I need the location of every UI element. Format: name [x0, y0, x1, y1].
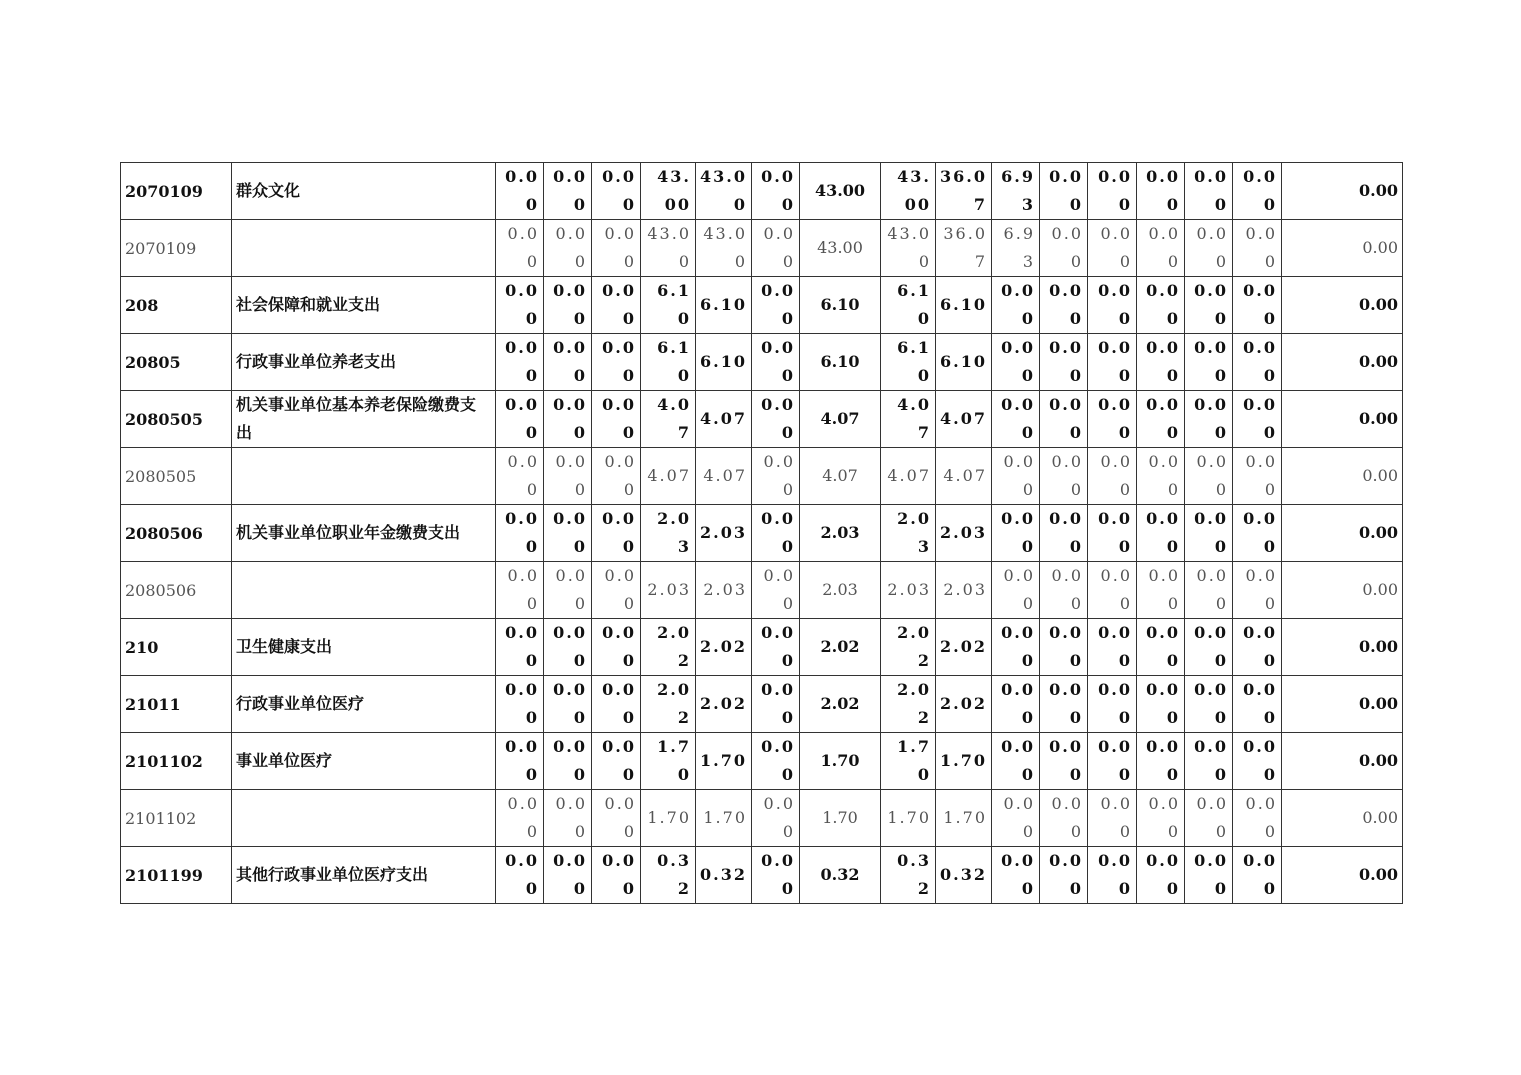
value-cell: 6.10	[696, 277, 752, 334]
value-cell: 0.00	[544, 220, 592, 277]
value-cell: 2.02	[696, 676, 752, 733]
value-cell: 2.03	[800, 505, 881, 562]
table-row	[121, 562, 1403, 619]
value-cell: 0.00	[752, 391, 800, 448]
value-cell: 6.93	[992, 163, 1040, 220]
value-cell: 0.00	[592, 505, 641, 562]
row-code-cell: 2070109	[121, 220, 232, 277]
value-cell: 0.00	[544, 448, 592, 505]
value-cell: 0.00	[1088, 562, 1137, 619]
value-cell: 0.00	[992, 790, 1040, 847]
value-cell: 0.00	[1233, 505, 1282, 562]
value-cell: 0.00	[1040, 790, 1088, 847]
value-cell: 0.00	[544, 277, 592, 334]
value-cell: 1.70	[936, 790, 992, 847]
value-cell: 6.10	[800, 334, 881, 391]
value-cell: 2.03	[641, 505, 696, 562]
row-code-cell: 2070109	[121, 163, 232, 220]
value-cell: 0.00	[1137, 562, 1185, 619]
row-name-cell	[232, 562, 496, 619]
value-cell: 0.00	[592, 790, 641, 847]
value-cell: 0.00	[752, 733, 800, 790]
value-cell: 0.00	[544, 790, 592, 847]
value-cell: 2.03	[881, 505, 936, 562]
value-cell: 0.00	[752, 163, 800, 220]
value-cell: 0.00	[1137, 163, 1185, 220]
row-name-cell	[232, 790, 496, 847]
value-cell: 0.32	[881, 847, 936, 904]
value-cell: 0.00	[992, 391, 1040, 448]
value-cell: 0.00	[496, 619, 544, 676]
value-cell: 6.10	[936, 277, 992, 334]
value-cell: 2.03	[641, 562, 696, 619]
value-cell: 4.07	[800, 448, 881, 505]
value-cell: 2.02	[641, 619, 696, 676]
value-cell: 0.00	[752, 505, 800, 562]
value-cell: 0.32	[800, 847, 881, 904]
value-cell: 0.00	[592, 676, 641, 733]
row-name-cell: 行政事业单位医疗	[232, 676, 496, 733]
row-code-cell: 2101199	[121, 847, 232, 904]
value-cell: 0.00	[1040, 163, 1088, 220]
value-cell: 0.00	[992, 847, 1040, 904]
value-cell: 0.00	[496, 334, 544, 391]
value-cell: 0.00	[752, 277, 800, 334]
value-cell: 0.00	[992, 448, 1040, 505]
value-cell: 0.00	[496, 676, 544, 733]
value-cell: 4.07	[936, 391, 992, 448]
value-cell: 0.00	[1282, 505, 1403, 562]
value-cell: 0.00	[1185, 562, 1233, 619]
value-cell: 0.00	[1282, 733, 1403, 790]
value-cell: 4.07	[881, 391, 936, 448]
table-row	[121, 391, 1403, 448]
row-code-cell: 2080506	[121, 505, 232, 562]
value-cell: 0.00	[992, 505, 1040, 562]
value-cell: 0.00	[1185, 163, 1233, 220]
value-cell: 6.93	[992, 220, 1040, 277]
table-row	[121, 334, 1403, 391]
value-cell: 0.00	[1088, 505, 1137, 562]
table-row	[121, 619, 1403, 676]
value-cell: 0.00	[1137, 676, 1185, 733]
value-cell: 0.00	[1233, 562, 1282, 619]
row-name-cell	[232, 448, 496, 505]
value-cell: 0.00	[1233, 790, 1282, 847]
value-cell: 4.07	[696, 448, 752, 505]
value-cell: 2.03	[881, 562, 936, 619]
table-row	[121, 163, 1403, 220]
value-cell: 0.00	[1282, 163, 1403, 220]
value-cell: 0.00	[1040, 847, 1088, 904]
value-cell: 0.00	[496, 391, 544, 448]
value-cell: 4.07	[641, 391, 696, 448]
value-cell: 0.00	[1137, 448, 1185, 505]
value-cell: 0.00	[1185, 277, 1233, 334]
value-cell: 0.00	[1088, 790, 1137, 847]
value-cell: 0.00	[1185, 619, 1233, 676]
table-row	[121, 676, 1403, 733]
row-name-cell: 事业单位医疗	[232, 733, 496, 790]
value-cell: 36.07	[936, 163, 992, 220]
value-cell: 0.00	[544, 562, 592, 619]
value-cell: 2.02	[936, 619, 992, 676]
value-cell: 2.03	[800, 562, 881, 619]
value-cell: 6.10	[881, 334, 936, 391]
value-cell: 0.00	[1282, 391, 1403, 448]
value-cell: 2.02	[936, 676, 992, 733]
value-cell: 0.00	[1088, 220, 1137, 277]
value-cell: 2.02	[881, 619, 936, 676]
table-row	[121, 847, 1403, 904]
value-cell: 0.00	[1282, 847, 1403, 904]
value-cell: 0.00	[1233, 220, 1282, 277]
value-cell: 0.00	[752, 220, 800, 277]
value-cell: 0.00	[1282, 220, 1403, 277]
table-body	[121, 163, 1403, 904]
value-cell: 0.00	[1233, 334, 1282, 391]
value-cell: 0.00	[496, 220, 544, 277]
value-cell: 0.00	[1088, 676, 1137, 733]
value-cell: 4.07	[641, 448, 696, 505]
value-cell: 0.00	[592, 562, 641, 619]
table-row	[121, 277, 1403, 334]
value-cell: 1.70	[641, 733, 696, 790]
value-cell: 0.00	[752, 790, 800, 847]
value-cell: 0.00	[1040, 277, 1088, 334]
value-cell: 43.00	[881, 220, 936, 277]
value-cell: 0.00	[1040, 505, 1088, 562]
value-cell: 0.00	[1282, 334, 1403, 391]
value-cell: 6.10	[881, 277, 936, 334]
value-cell: 0.00	[592, 334, 641, 391]
value-cell: 0.00	[1185, 505, 1233, 562]
value-cell: 1.70	[641, 790, 696, 847]
value-cell: 0.00	[1088, 619, 1137, 676]
value-cell: 0.00	[1185, 676, 1233, 733]
value-cell: 0.00	[1040, 334, 1088, 391]
value-cell: 0.00	[544, 505, 592, 562]
value-cell: 0.00	[992, 334, 1040, 391]
value-cell: 0.00	[1233, 733, 1282, 790]
value-cell: 0.00	[1040, 676, 1088, 733]
value-cell: 0.00	[1137, 220, 1185, 277]
row-code-cell: 20805	[121, 334, 232, 391]
row-code-cell: 208	[121, 277, 232, 334]
row-name-cell: 其他行政事业单位医疗支出	[232, 847, 496, 904]
value-cell: 0.00	[496, 790, 544, 847]
value-cell: 0.00	[1185, 790, 1233, 847]
value-cell: 1.70	[936, 733, 992, 790]
value-cell: 0.00	[992, 676, 1040, 733]
value-cell: 0.00	[1137, 391, 1185, 448]
value-cell: 0.00	[1233, 277, 1282, 334]
value-cell: 4.07	[800, 391, 881, 448]
value-cell: 0.00	[752, 619, 800, 676]
value-cell: 0.00	[496, 448, 544, 505]
value-cell: 0.32	[641, 847, 696, 904]
value-cell: 0.00	[1137, 790, 1185, 847]
value-cell: 0.00	[496, 505, 544, 562]
value-cell: 0.00	[592, 847, 641, 904]
row-code-cell: 2080505	[121, 391, 232, 448]
value-cell: 2.02	[641, 676, 696, 733]
value-cell: 0.00	[1088, 277, 1137, 334]
row-name-cell: 卫生健康支出	[232, 619, 496, 676]
row-name-cell: 群众文化	[232, 163, 496, 220]
value-cell: 1.70	[800, 790, 881, 847]
value-cell: 0.00	[1185, 334, 1233, 391]
value-cell: 4.07	[881, 448, 936, 505]
value-cell: 0.00	[544, 676, 592, 733]
value-cell: 4.07	[696, 391, 752, 448]
value-cell: 43.00	[881, 163, 936, 220]
value-cell: 0.00	[496, 562, 544, 619]
value-cell: 0.00	[1282, 790, 1403, 847]
value-cell: 0.32	[696, 847, 752, 904]
row-name-cell: 机关事业单位职业年金缴费支出	[232, 505, 496, 562]
value-cell: 0.00	[592, 733, 641, 790]
value-cell: 0.00	[544, 619, 592, 676]
value-cell: 2.02	[800, 619, 881, 676]
row-code-cell: 2080505	[121, 448, 232, 505]
value-cell: 0.00	[1137, 505, 1185, 562]
value-cell: 0.00	[992, 277, 1040, 334]
value-cell: 0.00	[992, 619, 1040, 676]
value-cell: 0.00	[1088, 334, 1137, 391]
value-cell: 0.00	[592, 619, 641, 676]
value-cell: 43.00	[800, 220, 881, 277]
value-cell: 2.03	[696, 562, 752, 619]
value-cell: 0.00	[1233, 448, 1282, 505]
value-cell: 0.00	[1185, 847, 1233, 904]
value-cell: 1.70	[696, 790, 752, 847]
row-code-cell: 2101102	[121, 790, 232, 847]
value-cell: 0.00	[1282, 448, 1403, 505]
value-cell: 6.10	[936, 334, 992, 391]
value-cell: 1.70	[800, 733, 881, 790]
table-row	[121, 733, 1403, 790]
value-cell: 0.00	[496, 847, 544, 904]
table-row	[121, 220, 1403, 277]
value-cell: 1.70	[696, 733, 752, 790]
value-cell: 0.00	[1233, 163, 1282, 220]
value-cell: 0.00	[752, 334, 800, 391]
value-cell: 0.00	[1040, 619, 1088, 676]
value-cell: 2.03	[936, 505, 992, 562]
value-cell: 0.00	[544, 733, 592, 790]
value-cell: 4.07	[936, 448, 992, 505]
value-cell: 0.00	[1040, 220, 1088, 277]
value-cell: 0.00	[1088, 733, 1137, 790]
value-cell: 0.00	[1040, 733, 1088, 790]
value-cell: 0.00	[1233, 676, 1282, 733]
value-cell: 0.00	[1185, 220, 1233, 277]
value-cell: 43.00	[641, 220, 696, 277]
value-cell: 0.00	[1137, 847, 1185, 904]
value-cell: 0.00	[1185, 391, 1233, 448]
value-cell: 0.32	[936, 847, 992, 904]
value-cell: 2.03	[936, 562, 992, 619]
row-code-cell: 210	[121, 619, 232, 676]
row-code-cell: 21011	[121, 676, 232, 733]
value-cell: 0.00	[752, 448, 800, 505]
value-cell: 1.70	[881, 790, 936, 847]
value-cell: 0.00	[592, 163, 641, 220]
value-cell: 6.10	[641, 277, 696, 334]
value-cell: 0.00	[592, 220, 641, 277]
value-cell: 36.07	[936, 220, 992, 277]
value-cell: 0.00	[1137, 334, 1185, 391]
value-cell: 2.02	[881, 676, 936, 733]
value-cell: 0.00	[544, 334, 592, 391]
value-cell: 0.00	[752, 562, 800, 619]
budget-table	[120, 162, 1403, 904]
value-cell: 2.02	[696, 619, 752, 676]
value-cell: 0.00	[1088, 847, 1137, 904]
value-cell: 0.00	[1088, 163, 1137, 220]
value-cell: 0.00	[1185, 448, 1233, 505]
row-code-cell: 2101102	[121, 733, 232, 790]
table-row	[121, 505, 1403, 562]
value-cell: 0.00	[1137, 619, 1185, 676]
value-cell: 0.00	[496, 163, 544, 220]
row-name-cell: 行政事业单位养老支出	[232, 334, 496, 391]
value-cell: 0.00	[752, 847, 800, 904]
value-cell: 0.00	[1282, 277, 1403, 334]
row-name-cell: 机关事业单位基本养老保险缴费支出	[232, 391, 496, 448]
table-row	[121, 790, 1403, 847]
value-cell: 0.00	[1282, 676, 1403, 733]
value-cell: 0.00	[1088, 391, 1137, 448]
value-cell: 0.00	[1040, 448, 1088, 505]
value-cell: 6.10	[641, 334, 696, 391]
value-cell: 0.00	[1040, 562, 1088, 619]
value-cell: 2.02	[800, 676, 881, 733]
row-name-cell	[232, 220, 496, 277]
value-cell: 43.00	[641, 163, 696, 220]
value-cell: 0.00	[1233, 619, 1282, 676]
value-cell: 2.03	[696, 505, 752, 562]
value-cell: 0.00	[496, 277, 544, 334]
value-cell: 0.00	[1137, 733, 1185, 790]
value-cell: 6.10	[800, 277, 881, 334]
value-cell: 0.00	[992, 733, 1040, 790]
value-cell: 0.00	[992, 562, 1040, 619]
value-cell: 0.00	[544, 391, 592, 448]
value-cell: 0.00	[1233, 391, 1282, 448]
value-cell: 0.00	[544, 847, 592, 904]
value-cell: 0.00	[592, 448, 641, 505]
value-cell: 0.00	[1233, 847, 1282, 904]
value-cell: 1.70	[881, 733, 936, 790]
value-cell: 0.00	[1282, 562, 1403, 619]
value-cell: 43.00	[696, 163, 752, 220]
value-cell: 0.00	[592, 391, 641, 448]
value-cell: 43.00	[800, 163, 881, 220]
value-cell: 0.00	[1040, 391, 1088, 448]
table-row	[121, 448, 1403, 505]
value-cell: 0.00	[496, 733, 544, 790]
value-cell: 0.00	[1088, 448, 1137, 505]
value-cell: 0.00	[592, 277, 641, 334]
value-cell: 0.00	[752, 676, 800, 733]
value-cell: 0.00	[544, 163, 592, 220]
row-name-cell: 社会保障和就业支出	[232, 277, 496, 334]
value-cell: 6.10	[696, 334, 752, 391]
value-cell: 43.00	[696, 220, 752, 277]
value-cell: 0.00	[1282, 619, 1403, 676]
value-cell: 0.00	[1137, 277, 1185, 334]
row-code-cell: 2080506	[121, 562, 232, 619]
value-cell: 0.00	[1185, 733, 1233, 790]
